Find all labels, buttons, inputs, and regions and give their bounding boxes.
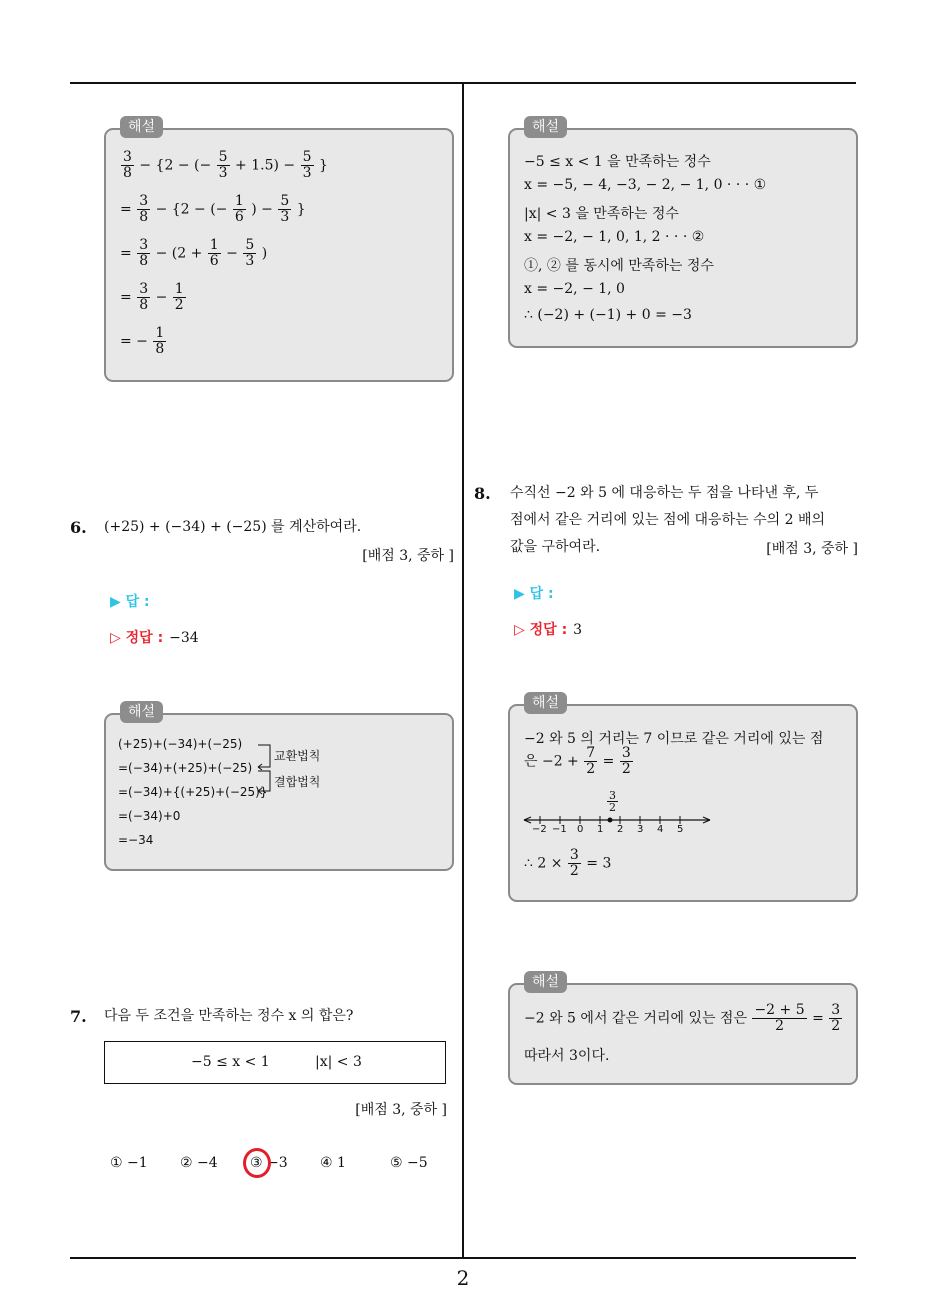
q5-solution-line-4: = $\frac{3}{8}$ − $\frac{1}{2}$	[120, 281, 184, 313]
q6-points: [배점 3, 중하 ]	[362, 548, 454, 564]
q6-number: 6.	[70, 518, 87, 537]
q8-text-line-3: 값을 구하여라.	[510, 539, 601, 555]
q8-number: 8.	[474, 484, 491, 503]
q7-solution-line-6: x = −2, − 1, 0	[524, 281, 625, 297]
column-divider	[462, 82, 464, 1259]
q7-solution-line-2: x = −5, − 4, −3, − 2, − 1, 0 · · · ①	[524, 177, 767, 193]
q6-solution-box	[104, 704, 454, 871]
tick-label: 2	[617, 824, 624, 835]
q7-solution-line-1: −5 ≤ x < 1 을 만족하는 정수	[524, 154, 711, 170]
q7-number: 7.	[70, 1007, 87, 1026]
q6-solution-line-1: (+25)+(−34)+(−25)	[118, 737, 243, 751]
selected-choice-circle	[243, 1148, 271, 1178]
q8-points: [배점 3, 중하 ]	[766, 541, 858, 557]
q7-conditions-box	[104, 1041, 446, 1084]
q7-choice-2[interactable]: ② −4	[180, 1155, 218, 1171]
q7-text: 다음 두 조건을 만족하는 정수 x 의 합은?	[104, 1008, 354, 1024]
q7-condition-2: |x| < 3	[315, 1054, 362, 1070]
tick-label: 1	[597, 824, 604, 835]
q7-solution-line-3: |x| < 3 을 만족하는 정수	[524, 206, 679, 222]
q8-text-line-2: 점에서 같은 거리에 있는 점에 대응하는 수의 2 배의	[510, 512, 825, 528]
q8-solution-line-1: −2 와 5 의 거리는 7 이므로 같은 거리에 있는 점	[524, 731, 824, 747]
bottom-rule	[70, 1257, 856, 1259]
tick-label: 4	[657, 824, 664, 835]
tick-label: −1	[552, 824, 567, 835]
q7-solution-line-5: ①, ② 를 동시에 만족하는 정수	[524, 258, 714, 274]
q6-correct-answer: ▷ 정답 : −34	[110, 630, 199, 646]
q5-solution-line-2: = $\frac{3}{8}$ − {2 − (− $\frac{1}{6}$ ) − $\frac{5}{3}$ }	[120, 193, 306, 225]
q7-solution-line-7: ∴ (−2) + (−1) + 0 = −3	[524, 307, 692, 323]
q7-solution-box	[508, 119, 858, 348]
q8-text-line-1: 수직선 −2 와 5 에 대응하는 두 점을 나타낸 후, 두	[510, 485, 819, 501]
tick-label: −2	[532, 824, 547, 835]
page-number: 2	[456, 1266, 470, 1290]
q6-solution-line-3: =(−34)+{(+25)+(−25)}	[118, 785, 268, 799]
q5-solution-line-5: = − $\frac{1}{8}$	[120, 325, 165, 357]
q7-condition-1: −5 ≤ x < 1	[191, 1054, 270, 1070]
explanation-tag: 해설	[524, 116, 567, 138]
q5-solution-box	[104, 119, 454, 382]
q6-correct-value: −34	[169, 630, 199, 646]
q8-answer-label: ▶ 답 :	[514, 586, 554, 602]
explanation-tag: 해설	[524, 692, 567, 714]
q8-correct-value: 3	[573, 622, 583, 638]
q7-choice-3[interactable]: ③ −3	[250, 1155, 288, 1171]
number-line-marker	[608, 818, 613, 823]
q8-correct-answer: ▷ 정답 : 3	[514, 622, 583, 638]
q5-solution-line-3: = $\frac{3}{8}$ − (2 + $\frac{1}{6}$ − $\frac{5}{3}$ )	[120, 237, 268, 269]
number-line-marker-label: $\frac{3}{2}$	[609, 789, 616, 814]
q8-solution-final: ∴ 2 × $\frac{3}{2}$ = 3	[524, 847, 612, 879]
q7-choice-4[interactable]: ④ 1	[320, 1155, 346, 1171]
q8-solution-box-2	[508, 974, 858, 1085]
q5-solution-line-1: $\frac{3}{8}$ − {2 − (− $\frac{5}{3}$ + 1.5) − $\frac{5}{3}$ }	[123, 149, 328, 181]
q6-answer-label: ▶ 답 :	[110, 594, 150, 610]
explanation-tag: 해설	[120, 116, 163, 138]
explanation-tag: 해설	[524, 971, 567, 993]
q8-solution-line-2: 은 −2 + $\frac{7}{2}$ = $\frac{3}{2}$	[524, 745, 631, 777]
q6-solution-line-5: =−34	[118, 833, 154, 847]
q7-choice-5[interactable]: ⑤ −5	[390, 1155, 428, 1171]
commutative-law-label: 교환법칙	[274, 749, 321, 763]
q8-solution2-line-2: 따라서 3이다.	[524, 1048, 610, 1064]
q8-solution-box-1	[508, 695, 858, 902]
q7-choice-1[interactable]: ① −1	[110, 1155, 148, 1171]
q6-text: (+25) + (−34) + (−25) 를 계산하여라.	[104, 519, 362, 535]
q7-solution-line-4: x = −2, − 1, 0, 1, 2 · · · ②	[524, 229, 705, 245]
tick-label: 3	[637, 824, 644, 835]
q8-solution2-line-1: −2 와 5 에서 같은 거리에 있는 점은 $\frac{-2 + 5}{2}$ = $\frac{3}{2}$	[524, 1002, 841, 1034]
q6-solution-line-2: =(−34)+(+25)+(−25)	[118, 761, 253, 775]
explanation-tag: 해설	[120, 701, 163, 723]
tick-label: 5	[677, 824, 684, 835]
tick-label: 0	[577, 824, 584, 835]
q6-solution-line-4: =(−34)+0	[118, 809, 181, 823]
associative-law-label: 결합법칙	[274, 775, 321, 789]
q7-points: [배점 3, 중하 ]	[355, 1102, 447, 1118]
